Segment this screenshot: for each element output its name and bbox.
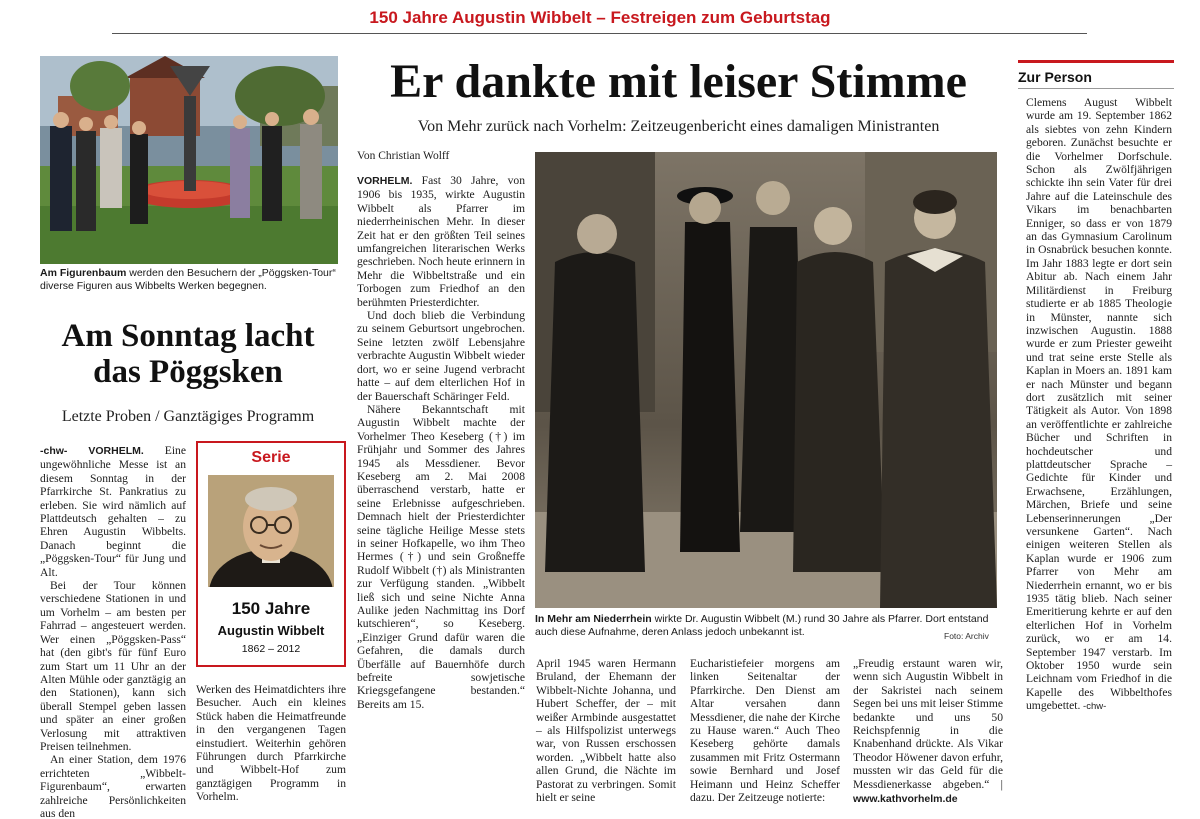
parish-website-link[interactable]: www.kathvorhelm.de bbox=[853, 793, 958, 806]
main-story-paragraph: Eucharistiefeier morgens am linken Seitenaltar der Pfarrkirche. Den Dienst am Altar versahen dann Messdiener, die nahe der Kirche zu Hause waren.“ Auch Theo Keseberg gehörte damals zusammen mit Fritz Ostermann sowie Bernhard und Josef Heimann und Heinz Scheffer dazu. Der Zeitzeuge notierte: bbox=[690, 657, 840, 805]
serie-subtitle: Augustin Wibbelt bbox=[217, 623, 325, 638]
page-kicker-bar bbox=[0, 0, 1200, 34]
wibbelt-portrait bbox=[208, 475, 334, 587]
left-story-column-2 bbox=[196, 683, 346, 804]
left-story-paragraph: Werken des Heimatdichters ihre Besucher. Auch ein kleines Stück haben die Heimatfreunde in den vergangenen Tagen einstudiert. Weiterhin gehören Führungen durch Pfarrkirche und Wibbelt-Hof zum ganztägigen Programm in Vorhelm. bbox=[196, 683, 346, 804]
left-headline-line2: das Pöggsken bbox=[93, 354, 283, 390]
figurenbaum-photo bbox=[40, 56, 338, 264]
archive-caption-text: wirkte Dr. Augustin Wibbelt (M.) rund 30 Jahre als Pfarrer. Dort entstand auch diese Aufnahme, deren Anlass jedoch unbekannt ist. bbox=[535, 613, 989, 638]
main-story-dateline: VORHELM. bbox=[357, 175, 413, 187]
left-story-paragraph: -chw- VORHELM. Eine ungewöhnliche Messe ist an diesem Sonntag in der Pfarrkirche St. Pankratius zu erleben. Sie wird nämlich auf Plattdeutsch gehalten – zu Ehren Augustin Wibbelts. Danach beginnt die „Pöggsken-Tour“ für Jung und Alt. bbox=[40, 444, 186, 579]
zur-person-text bbox=[1026, 96, 1172, 714]
left-story-paragraph: Bei der Tour können verschiedene Stationen in und um Vorhelm – am besten per Fahrrad – angesteuert werden. Wer einen „Pöggsken-Pass“ hat (den gibt's für fünf Euro zum Start um 11 Uhr an der Alten Mühle oder ganztägig an den Stationen), kann sich überall Stempel geben lassen und später an einer großen Verlosung mit attraktiven Preisen teilnehmen. bbox=[40, 579, 186, 753]
zur-person-heading: Zur Person bbox=[1018, 60, 1174, 85]
main-story-paragraph: April 1945 waren Hermann Bruland, der Ehemann der Wibbelt-Nichte Johanna, und Hubert Scheffer, der – mit weißer Armbinde ausgestattet – als Hilfspolizist unterwegs war, von Russen erschossen worden. „Wibbelt hatte also allen Grund, die Nächte im Pastorat zu verbringen. Somit hielt er seine bbox=[536, 657, 676, 805]
archive-photo-mehr bbox=[535, 152, 997, 608]
main-subhead: Von Mehr zurück nach Vorhelm: Zeitzeugenbericht eines damaligen Ministranten bbox=[417, 118, 940, 135]
serie-label: Serie bbox=[251, 449, 291, 466]
main-story-column-1 bbox=[357, 174, 525, 711]
main-story-paragraph: Und doch blieb die Verbindung zu seinem Geburtsort ungebrochen. Seine letzten zwölf Lebensjahre verbrachte Augustin Wibbelt wieder dort, wo er seine Jugend verbracht hatte – auf dem elterlichen Hof in der Bauerschaft Schäringer Feld. bbox=[357, 309, 525, 403]
left-story-dateline: -chw- VORHELM. bbox=[40, 445, 144, 457]
main-story-column-4 bbox=[853, 657, 1003, 806]
archive-caption-bold: In Mehr am Niederrhein bbox=[535, 613, 652, 625]
byline: Von Christian Wolff bbox=[357, 150, 450, 162]
left-story-paragraph: An einer Station, dem 1976 errichteten „Wibbelt-Figurenbaum“, erwarten zahlreiche Persönlichkeiten aus den bbox=[40, 753, 186, 819]
figurenbaum-caption-bold: Am Figurenbaum bbox=[40, 267, 127, 279]
serie-title: 150 Jahre bbox=[231, 599, 311, 618]
figurenbaum-caption bbox=[40, 267, 338, 292]
main-story-paragraph: „Freudig erstaunt waren wir, wenn sich Augustin Wibbelt in der Sakristei nach seinem Segen bei uns mit leiser Stimme bedankte und uns 50 Reichspfennig in die Knabenhand drückte. Als Vikar Theodor Höwener davon erfuhr, mussten wir das Geld für die Messdienerkasse abgeben.“ | www.kathvorhelm.de bbox=[853, 657, 1003, 806]
main-story-column-3 bbox=[690, 657, 840, 804]
kicker-divider bbox=[112, 33, 1087, 34]
main-story-paragraph: Nähere Bekanntschaft mit Augustin Wibbelt machte der Vorhelmer Theo Keseberg (†) im Frühjahr und Sommer des Jahres 1945 als Messdiener. Bevor Keseberg am 2. Mai 2008 überraschend verstarb, hatte er seine Erlebnisse aufgeschrieben. Demnach hielt der Priesterdichter seine tägliche Heilige Messe stets in seiner Hofkapelle, wo ihm Theo Hermes (†) und sein Großneffe Rudolf Wibbelt (†) als Ministranten zur Verfügung standen. „Wibbelt ließ sich und seine Nichte Anna Aulike jeden Nachmittag ins Dorf kutschieren“, so Keseberg. „Einziger Grund dafür waren die Gefahren, die damals durch Überfälle auf Bauernhöfe durch befreite sowjetische Kriegsgefangene bestanden.“ Bereits am 15. bbox=[357, 402, 525, 711]
zur-person-divider bbox=[1018, 88, 1174, 89]
main-story-paragraph: VORHELM. Fast 30 Jahre, von 1906 bis 1935, wirkte Augustin Wibbelt als Pfarrer im niederrheinischen Mehr. In dieser Zeit hat er den größten Teil seines umfangreichen literarischen Werks geschrieben. Noch heute erinnern in Mehr die Wibbeltstraße und ein Torbogen zum Friedhof an den berühmten Priesterdichter. bbox=[357, 174, 525, 309]
zur-person-body: Clemens August Wibbelt wurde am 19. September 1862 als siebtes von zehn Kindern geboren. Zunächst besuchte er die Vorhelmer Dorfschule. Schon als Zwölfjährigen schickte ihn sein Vater für drei Jahre auf die Lateinschule des Vikars im benachbarten Enniger, so dass er von 1879 an das Gymnasium Carolinum in Osnabrück besuchen konnte. Im Jahr 1883 legte er dort sein Abitur ab. Nach einem Jahr Militärdienst in Freiburg studierte er ab 1885 Theologie in Münster, nannte sich inzwischen Augustin. 1888 wurde er zum Priester geweiht und trat seine erste Stelle als Kaplan in Moers an. 1891 kam er nach Münster und begann dort zusätzlich mit seiner Tätigkeit als Autor. Von 1898 an veröffentlichte er zahlreiche Bücher und Schriften in hochdeutscher und plattdeutscher Sprache – Gedichte für Kinder und Erwachsene, Erzählungen, Märchen, Briefe und seine Lebenserinnerungen „Der versunkene Garten“. Nach einigen weiteren Stellen als Kaplan wurde er 1906 zum Pfarrer von Mehr am Niederrhein ernannt, wo er bis 1935 tätig blieb. Nach seiner Emeritierung kehrte er auf den elterlichen Hof in Vorhelm zurück, wo er am 14. September 1947 verstarb. Im Oktober 1950 wurde sein Leichnam vom Friedhof in die Kapelle des Wibbelthofes umgebettet. bbox=[1026, 96, 1172, 713]
left-headline-line1: Am Sonntag lacht bbox=[61, 318, 315, 354]
main-headline: Er dankte mit leiser Stimme bbox=[390, 55, 967, 108]
serie-box bbox=[196, 441, 346, 667]
page-kicker: 150 Jahre Augustin Wibbelt – Festreigen zum Geburtstag bbox=[369, 8, 831, 27]
left-story-headline bbox=[38, 318, 338, 390]
left-story-column-1 bbox=[40, 444, 186, 819]
left-story-subhead: Letzte Proben / Ganztägiges Programm bbox=[61, 408, 315, 425]
zur-person-signoff: -chw- bbox=[1080, 701, 1107, 713]
main-story-column-2 bbox=[536, 657, 676, 804]
serie-years: 1862 – 2012 bbox=[241, 643, 301, 655]
photo-credit: Foto: Archiv bbox=[944, 631, 989, 641]
archive-photo-caption bbox=[535, 613, 997, 638]
figurenbaum-caption-text: werden den Besuchern der „Pöggsken-Tour“ diverse Figuren aus Wibbelts Werken begegnen. bbox=[40, 267, 336, 292]
